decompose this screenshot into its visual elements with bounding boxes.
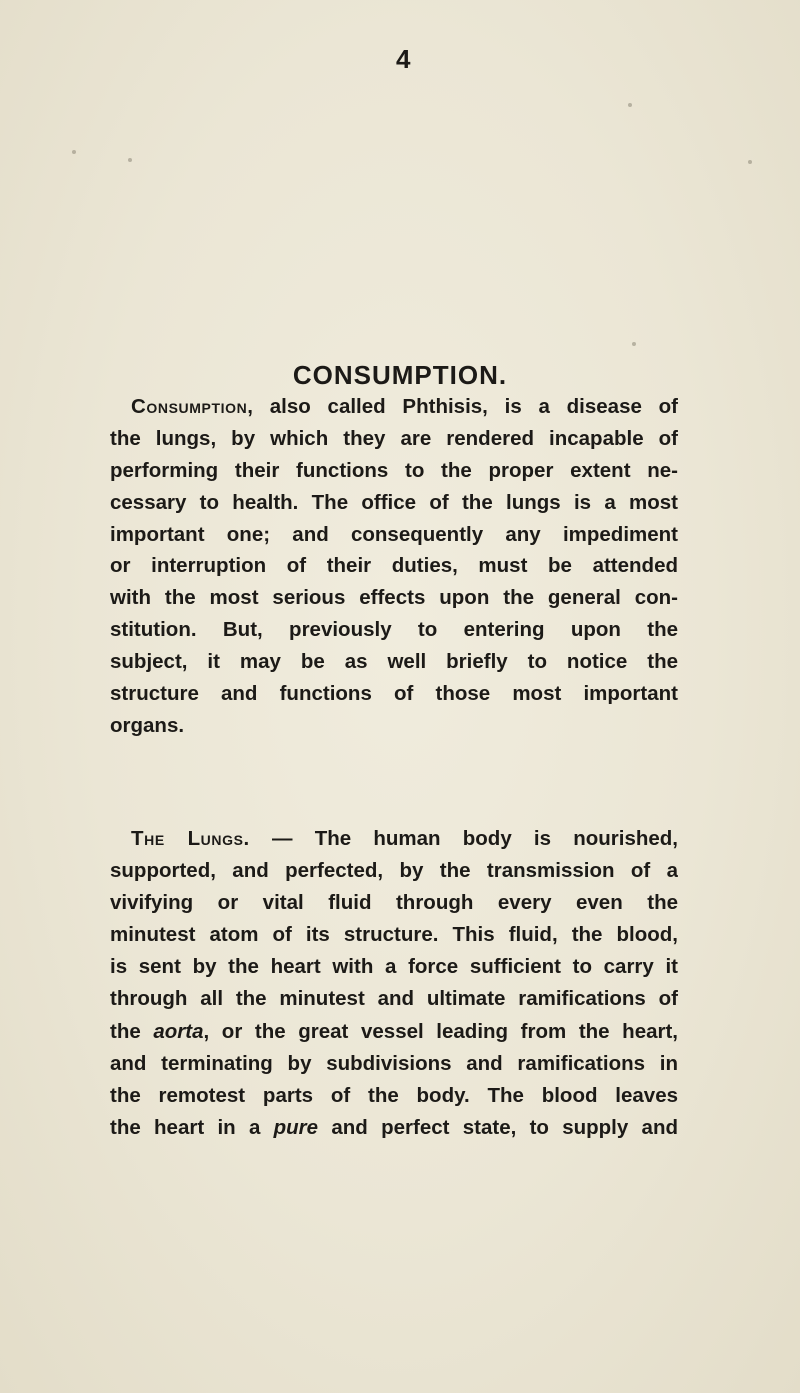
page-number: 4: [396, 44, 411, 74]
text-line: supported, and perfected, by the transmission of a: [110, 859, 678, 883]
italic-term: pure: [273, 1115, 319, 1139]
paper-speck: [632, 342, 636, 346]
text-line: the aorta, or the great vessel leading from the heart,: [110, 1019, 678, 1043]
text-line: with the most serious effects upon the general con-: [110, 586, 678, 610]
text-line: important one; and consequently any impediment: [110, 522, 678, 546]
text-line: structure and functions of those most important: [110, 682, 678, 706]
text-line: Consumption, also called Phthisis, is a disease of: [131, 395, 678, 418]
text-line: stitution. But, previously to entering upon the: [110, 618, 678, 642]
chapter-heading: CONSUMPTION.: [292, 360, 508, 390]
section-heading-lungs: The Lungs.: [131, 827, 250, 850]
paper-speck: [72, 150, 76, 154]
text-line: through all the minutest and ultimate ramifications of: [110, 987, 678, 1011]
text-line: is sent by the heart with a force sufficient to carry it: [110, 955, 678, 979]
text-line: or interruption of their duties, must be attended: [110, 554, 678, 578]
text-line: and terminating by subdivisions and ramifications in: [110, 1051, 678, 1075]
text-line: the heart in a pure and perfect state, to supply and: [110, 1115, 678, 1139]
text-line: minutest atom of its structure. This fluid, the blood,: [110, 923, 678, 947]
italic-term: aorta: [153, 1019, 204, 1043]
text-line: subject, it may be as well briefly to notice the: [110, 650, 678, 674]
paragraph-consumption: [110, 391, 678, 742]
text-line: the remotest parts of the body. The blood leaves: [110, 1083, 678, 1107]
paragraph-lungs: [110, 823, 678, 1144]
text-line: performing their functions to the proper extent ne-: [110, 458, 678, 482]
lead-term: Consumption: [131, 395, 248, 418]
text-line: The Lungs. — The human body is nourished,: [131, 827, 678, 850]
text-line: cessary to health. The office of the lungs is a most: [110, 490, 678, 514]
paper-speck: [628, 103, 632, 107]
text-line: vivifying or vital fluid through every even the: [110, 891, 678, 915]
text-line: the lungs, by which they are rendered incapable of: [110, 426, 678, 450]
paper-speck: [748, 160, 752, 164]
paper-speck: [128, 158, 132, 162]
text-line: organs.: [110, 713, 185, 737]
